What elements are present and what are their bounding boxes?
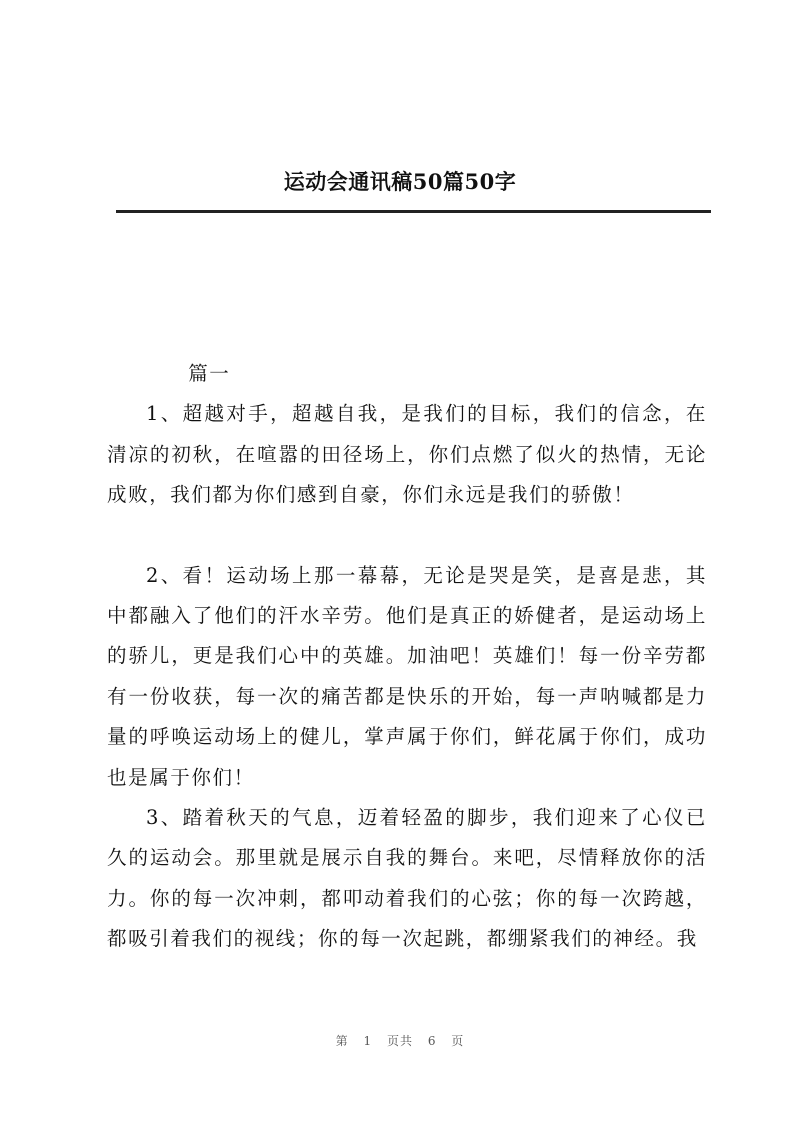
title-divider — [116, 210, 711, 213]
paragraph-3: 3、踏着秋天的气息，迈着轻盈的脚步，我们迎来了心仪已久的运动会。那里就是展示自我的舞台。来吧，尽情释放你的活力。你的每一次冲刺，都叩动着我们的心弦；你的每一次跨越，都吸引着我们的视线；你的每一次起跳，都绷紧我们的神经。我 — [107, 806, 707, 951]
section-heading-text: 篇一 — [188, 362, 231, 385]
document-body — [107, 354, 707, 960]
page-footer — [0, 1032, 800, 1049]
paragraph-2: 2、看！运动场上那一幕幕，无论是哭是笑，是喜是悲，其中都融入了他们的汗水辛劳。他们是真正的娇健者，是运动场上的骄儿，更是我们心中的英雄。加油吧！英雄们！每一份辛劳都有一份收获，每一次的痛苦都是快乐的开始，每一声呐喊都是力量的呼唤运动场上的健儿，掌声属于你们，鲜花属于你们，成功也是属于你们！ — [107, 563, 707, 789]
footer-page-number: 1 — [363, 1034, 373, 1048]
footer-total-pages: 6 — [427, 1034, 437, 1048]
document-title: 运动会通讯稿50篇50字 — [283, 169, 517, 194]
footer-prefix: 第 — [335, 1034, 349, 1048]
footer-middle: 页共 — [386, 1034, 413, 1048]
paragraph-1: 1、超越对手，超越自我，是我们的目标，我们的信念，在清凉的初秋，在喧嚣的田径场上，你们点燃了似火的热情，无论成败，我们都为你们感到自豪，你们永远是我们的骄傲！ — [107, 402, 707, 507]
section-heading — [107, 354, 707, 394]
footer-suffix: 页 — [451, 1034, 465, 1048]
